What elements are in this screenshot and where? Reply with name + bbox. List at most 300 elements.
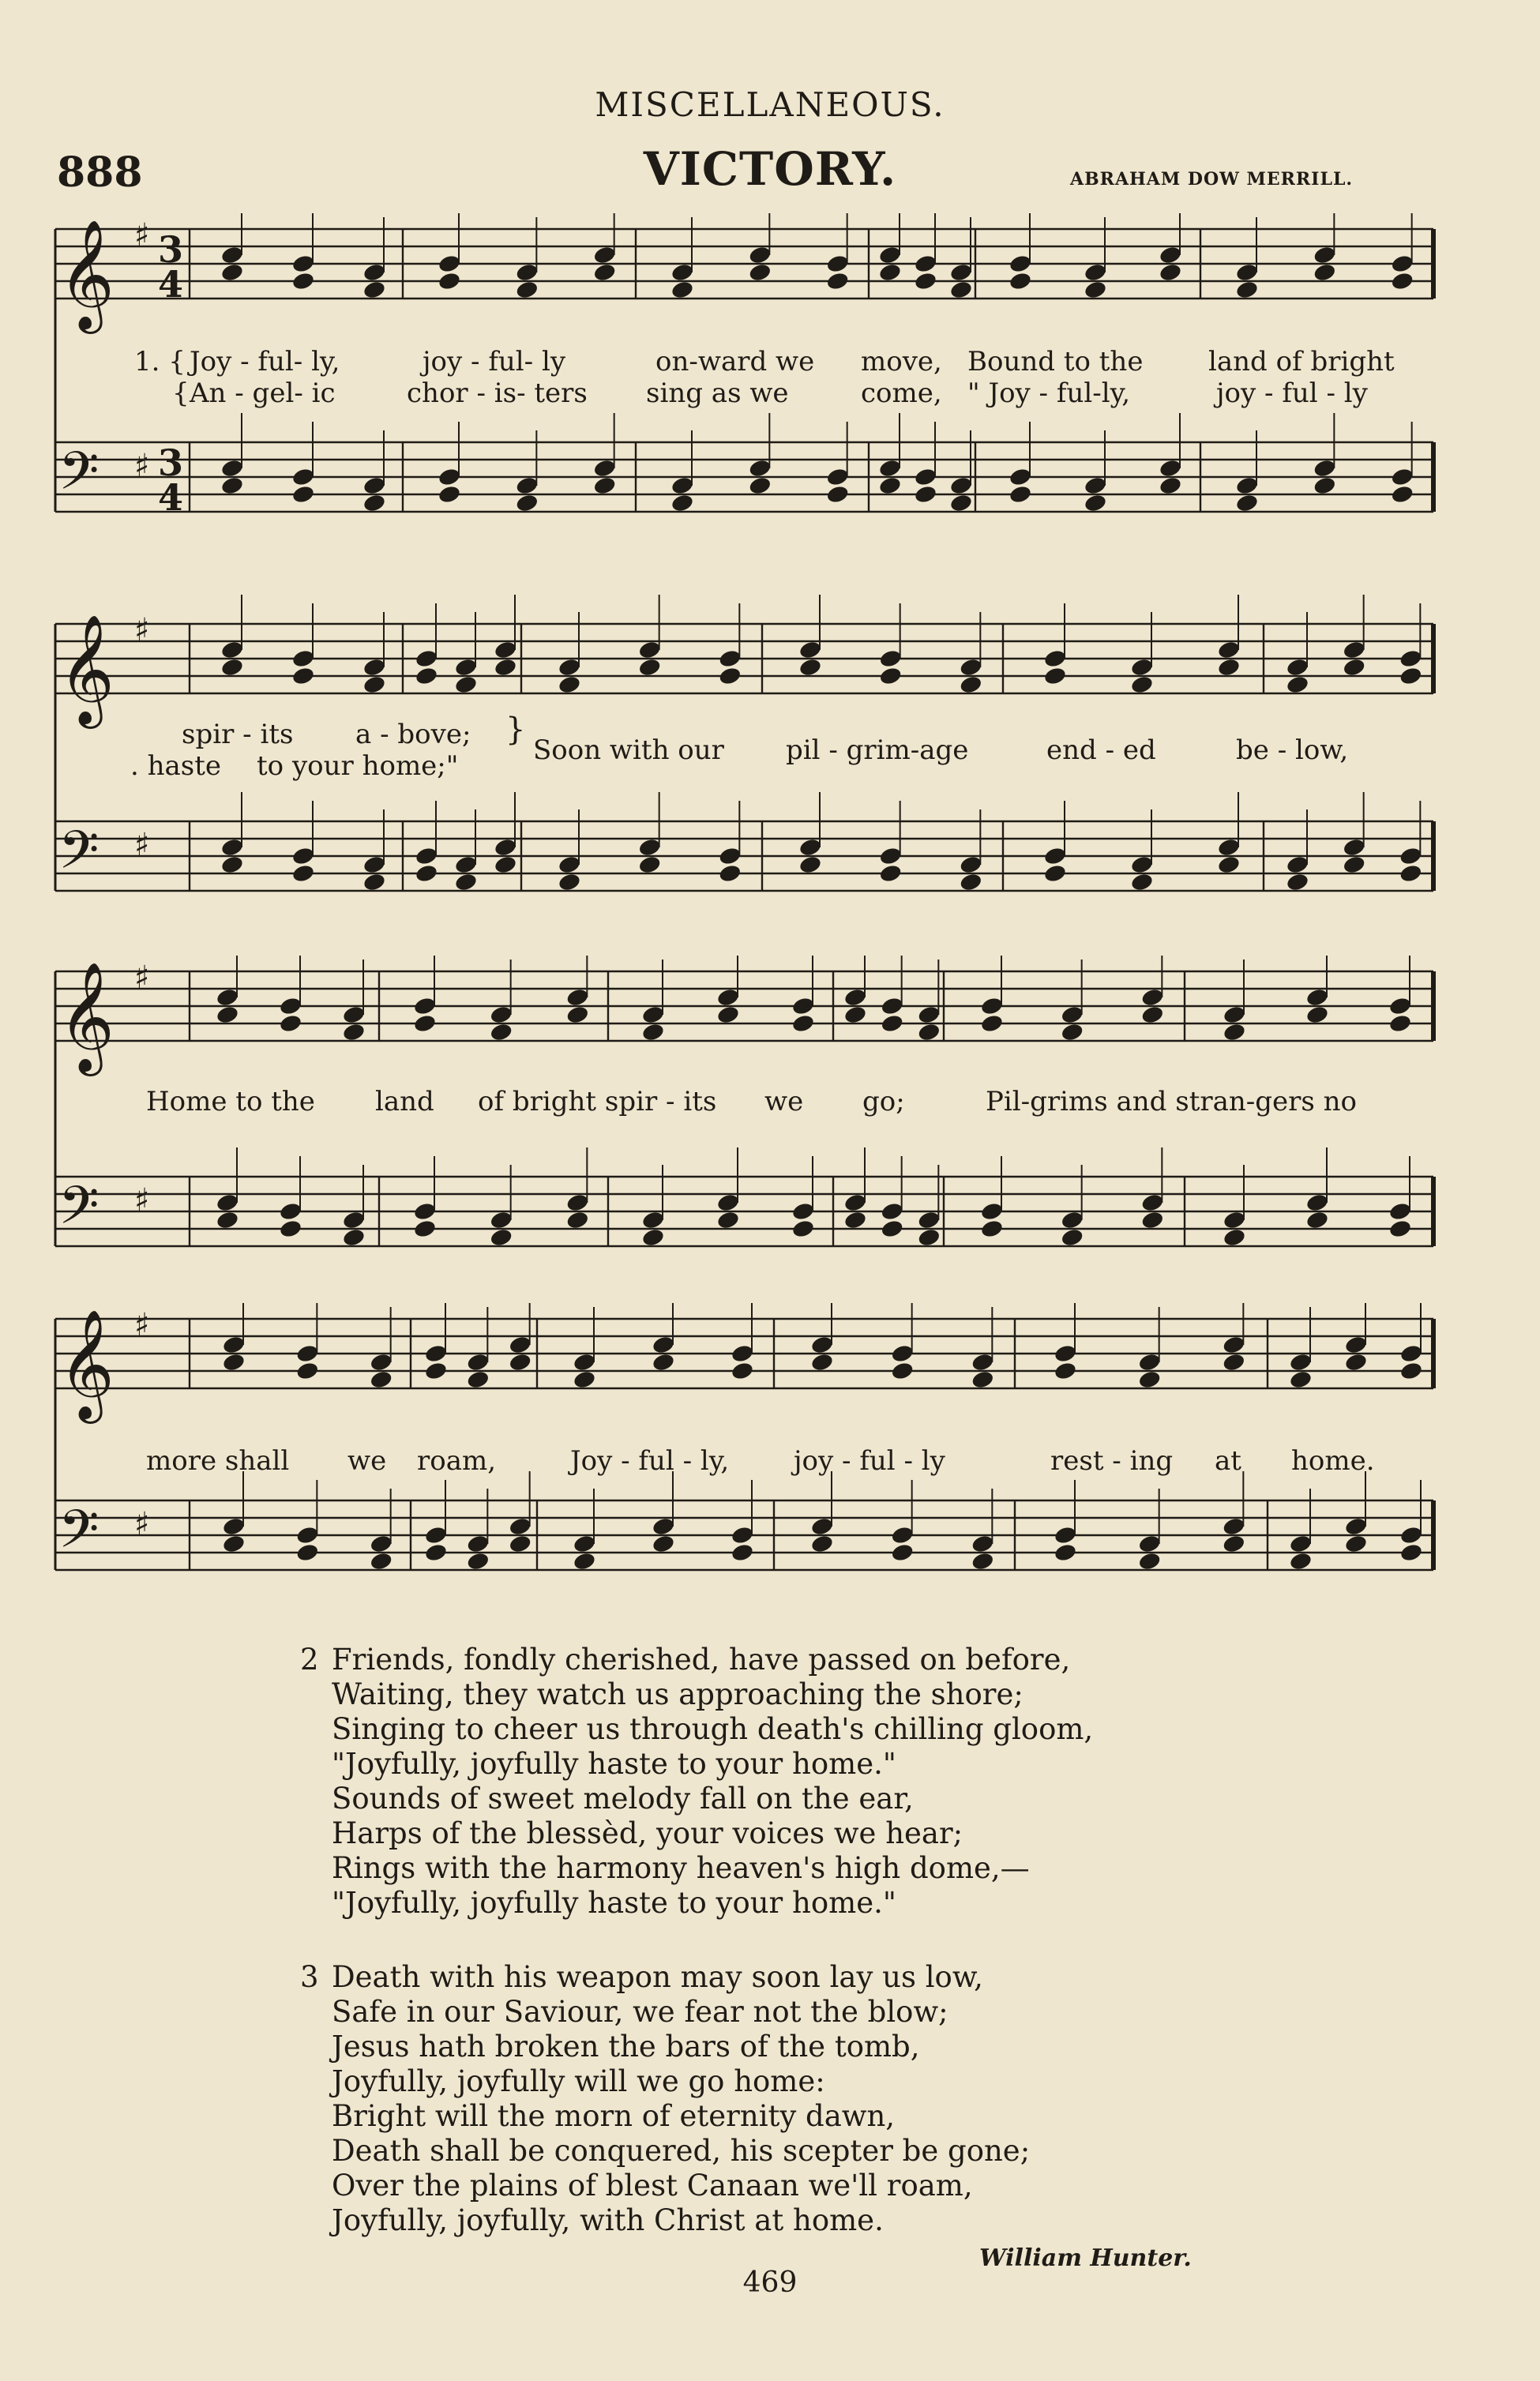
notehead: [637, 640, 662, 660]
notehead: [220, 475, 245, 496]
notehead: [1342, 837, 1366, 858]
notehead: [1235, 262, 1260, 283]
notehead: [222, 1516, 246, 1537]
notehead: [438, 484, 462, 505]
time-signature-bottom: 4: [158, 263, 184, 306]
notehead: [670, 493, 695, 513]
verse-line: Death shall be conquered, his scepter be gone;: [332, 2134, 1031, 2168]
notehead: [880, 1013, 904, 1034]
notehead: [1009, 271, 1033, 291]
notehead: [573, 1534, 597, 1554]
notehead: [959, 674, 983, 695]
notehead: [369, 1352, 393, 1373]
notehead: [1009, 253, 1033, 274]
notehead: [1399, 1525, 1424, 1545]
notehead: [880, 996, 904, 1016]
notehead: [565, 1005, 590, 1025]
notehead: [1060, 1022, 1084, 1042]
treble-clef-icon: 𝄞: [58, 220, 115, 329]
notehead: [565, 1192, 590, 1213]
lyric-s1-l2-5: " Joy - ful-ly,: [967, 377, 1131, 409]
notehead: [508, 1335, 532, 1355]
notehead: [1217, 837, 1241, 858]
lyric-s1-l1-2: joy - ful- ly: [423, 346, 566, 377]
notehead: [342, 1210, 366, 1230]
lyric-s2-l2-2: Soon with our: [533, 734, 724, 766]
notehead: [1140, 1005, 1165, 1025]
composer-credit: ABRAHAM DOW MERRILL.: [1070, 169, 1354, 190]
notehead: [1289, 1534, 1313, 1554]
notehead: [1313, 245, 1337, 265]
notehead: [489, 1210, 513, 1230]
bass-clef-icon: 𝄢: [58, 441, 100, 514]
notehead: [1342, 854, 1366, 875]
notehead: [917, 1005, 941, 1025]
notehead: [220, 262, 245, 283]
notehead: [1130, 657, 1155, 678]
notehead: [362, 674, 387, 695]
notehead: [342, 1227, 366, 1248]
notehead: [454, 872, 479, 892]
notehead: [295, 1542, 320, 1563]
notehead: [1043, 648, 1068, 669]
notehead: [362, 872, 387, 892]
notehead: [1399, 666, 1423, 686]
verse-3: [300, 1960, 1031, 2238]
notehead: [1043, 666, 1068, 686]
page-number: 469: [742, 2266, 798, 2299]
notehead: [494, 657, 518, 678]
notehead: [980, 1219, 1005, 1239]
notehead: [716, 1210, 741, 1230]
lyric-s1-l2-4: come,: [861, 377, 942, 409]
notehead: [971, 1534, 995, 1554]
notehead: [914, 271, 938, 291]
notehead: [573, 1551, 597, 1572]
notehead: [716, 1192, 741, 1213]
notehead: [718, 648, 742, 669]
notehead: [1137, 1352, 1162, 1373]
notehead: [980, 1201, 1005, 1222]
notehead: [1009, 467, 1033, 487]
notehead: [1342, 657, 1366, 678]
notehead: [1305, 1192, 1330, 1213]
notehead: [558, 657, 582, 678]
time-signature-top: 3: [158, 228, 184, 271]
notehead: [1137, 1369, 1162, 1390]
notehead: [798, 854, 823, 875]
notehead: [558, 854, 582, 875]
notehead: [748, 475, 772, 496]
lyric-s1-l1-6: land of bright: [1208, 346, 1395, 377]
notehead: [454, 854, 479, 875]
verse-number: 3: [300, 1960, 319, 1994]
notehead: [291, 648, 316, 669]
notehead: [279, 1219, 303, 1239]
notehead: [438, 253, 462, 274]
notehead: [825, 271, 850, 291]
notehead: [1286, 854, 1310, 875]
notehead: [1054, 1361, 1078, 1381]
notehead: [1009, 484, 1033, 505]
notehead: [1235, 280, 1260, 300]
notehead: [971, 1369, 995, 1390]
notehead: [1140, 987, 1165, 1008]
lyric-s2-l2-5: be - low,: [1236, 734, 1349, 766]
notehead: [279, 1013, 303, 1034]
notehead: [342, 1022, 366, 1042]
lyric-s1-l1-0: 1. {: [134, 346, 186, 377]
notehead: [890, 1525, 915, 1545]
music-system-2: [47, 592, 1437, 940]
notehead: [959, 872, 983, 892]
lyric-s1-l2-1: An - gel- ic: [190, 377, 336, 409]
notehead: [1399, 1542, 1424, 1563]
notehead: [454, 674, 479, 695]
notehead: [415, 863, 439, 884]
notehead: [222, 1335, 246, 1355]
notehead: [878, 648, 903, 669]
lyric-s1-l2-6: joy - ful - ly: [1216, 377, 1368, 409]
notehead: [641, 1210, 666, 1230]
notehead: [949, 493, 974, 513]
notehead: [424, 1343, 449, 1364]
notehead: [279, 1201, 303, 1222]
notehead: [1388, 1219, 1413, 1239]
treble-clef-icon: 𝄞: [58, 962, 115, 1072]
sharp-icon: ♯: [134, 611, 150, 648]
notehead: [1390, 253, 1414, 274]
notehead: [1305, 1210, 1330, 1230]
notehead: [890, 1361, 915, 1381]
notehead: [1084, 493, 1108, 513]
verse-line: Bright will the morn of eternity dawn,: [332, 2099, 896, 2133]
notehead: [508, 1352, 532, 1373]
sharp-icon: ♯: [134, 447, 150, 484]
notehead: [1289, 1551, 1313, 1572]
notehead: [748, 245, 772, 265]
notehead: [1390, 467, 1414, 487]
notehead: [1344, 1352, 1369, 1373]
notehead: [1313, 458, 1337, 479]
notehead: [216, 987, 240, 1008]
notehead: [466, 1534, 490, 1554]
time-signature-bottom: 4: [158, 476, 184, 519]
notehead: [592, 245, 617, 265]
notehead: [1130, 854, 1155, 875]
notehead: [295, 1525, 320, 1545]
notehead: [291, 484, 316, 505]
notehead: [1399, 1361, 1424, 1381]
notehead: [1390, 271, 1414, 291]
notehead: [917, 1227, 941, 1248]
notehead: [1159, 245, 1183, 265]
notehead: [415, 666, 439, 686]
hymn-number: 888: [57, 148, 143, 197]
notehead: [1222, 1335, 1246, 1355]
notehead: [1223, 1005, 1247, 1025]
notehead: [1222, 1352, 1246, 1373]
notehead: [917, 1210, 941, 1230]
notehead: [1388, 1013, 1413, 1034]
verse-line: Sounds of sweet melody fall on the ear,: [332, 1782, 914, 1816]
notehead: [216, 1005, 240, 1025]
notehead: [362, 262, 387, 283]
music-system-3: [47, 956, 1437, 1287]
lyric-s2-bracket: }: [505, 712, 526, 748]
notehead: [878, 863, 903, 884]
notehead: [494, 837, 518, 858]
notehead: [949, 280, 974, 300]
notehead: [362, 854, 387, 875]
notehead: [878, 846, 903, 866]
notehead: [362, 657, 387, 678]
notehead: [573, 1352, 597, 1373]
notehead: [1060, 1227, 1084, 1248]
notehead: [413, 996, 438, 1016]
verse-line: Rings with the harmony heaven's high dome,—: [332, 1851, 1030, 1885]
notehead: [220, 640, 245, 660]
notehead: [1286, 674, 1310, 695]
lyric-s4-l1-3: Joy - ful - ly,: [570, 1445, 730, 1477]
notehead: [466, 1551, 490, 1572]
verse-line: Waiting, they watch us approaching the shore;: [332, 1677, 1024, 1711]
notehead: [791, 1013, 816, 1034]
notehead: [652, 1534, 676, 1554]
notehead: [1390, 484, 1414, 505]
lyric-s4-l1-2: roam,: [417, 1445, 497, 1477]
notehead: [508, 1534, 532, 1554]
notehead: [1399, 648, 1423, 669]
notehead: [1060, 1005, 1084, 1025]
notehead: [810, 1534, 835, 1554]
notehead: [295, 1343, 320, 1364]
lyric-s4-l1-1: we: [347, 1445, 387, 1477]
notehead: [1313, 475, 1337, 496]
verse-line: Harps of the blessèd, your voices we hear;: [332, 1816, 963, 1850]
notehead: [454, 657, 479, 678]
notehead: [1286, 657, 1310, 678]
notehead: [1060, 1210, 1084, 1230]
verse-line: Safe in our Saviour, we fear not the blow;: [332, 1995, 948, 2029]
notehead: [718, 863, 742, 884]
notehead: [1222, 1534, 1246, 1554]
notehead: [1223, 1227, 1247, 1248]
notehead: [291, 467, 316, 487]
notehead: [222, 1352, 246, 1373]
notehead: [291, 271, 316, 291]
notehead: [216, 1192, 240, 1213]
lyric-s3-l1-0: Home to the: [146, 1086, 315, 1117]
notehead: [810, 1352, 835, 1373]
notehead: [1130, 674, 1155, 695]
verse-line: "Joyfully, joyfully haste to your home.": [332, 1747, 896, 1781]
hymn-title: VICTORY.: [643, 142, 897, 196]
lyric-s1-l1-4: move,: [861, 346, 942, 377]
notehead: [731, 1361, 755, 1381]
notehead: [1084, 475, 1108, 496]
notehead: [718, 846, 742, 866]
lyric-s3-l1-5: Pil-grims and stran-gers no: [986, 1086, 1358, 1117]
notehead: [914, 253, 938, 274]
notehead: [466, 1369, 490, 1390]
notehead: [652, 1516, 676, 1537]
notehead: [1342, 640, 1366, 660]
notehead: [825, 484, 850, 505]
lyric-s2-l1-1: a - bove;: [355, 719, 471, 750]
sharp-icon: ♯: [134, 1505, 150, 1542]
notehead: [731, 1542, 755, 1563]
notehead: [362, 475, 387, 496]
notehead: [369, 1534, 393, 1554]
notehead: [791, 1201, 816, 1222]
notehead: [1217, 854, 1241, 875]
treble-clef-icon: 𝄞: [58, 614, 115, 724]
notehead: [291, 253, 316, 274]
lyric-s1-l2-0: {: [172, 377, 190, 409]
notehead: [573, 1369, 597, 1390]
notehead: [637, 657, 662, 678]
lyric-s3-l1-2: of bright spir - its: [478, 1086, 717, 1117]
notehead: [949, 262, 974, 283]
notehead: [878, 262, 903, 283]
verse-line: Joyfully, joyfully will we go home:: [332, 2064, 825, 2098]
bass-clef-icon: 𝄢: [58, 1499, 100, 1572]
notehead: [466, 1352, 490, 1373]
notehead: [424, 1542, 449, 1563]
notehead: [515, 280, 539, 300]
notehead: [1137, 1551, 1162, 1572]
notehead: [216, 1210, 240, 1230]
notehead: [413, 1201, 438, 1222]
notehead: [1217, 640, 1241, 660]
notehead: [843, 1210, 868, 1230]
notehead: [971, 1551, 995, 1572]
verse-line: Singing to cheer us through death's chilling gloom,: [332, 1712, 1094, 1746]
lyric-s1-l1-3: on-ward we: [655, 346, 815, 377]
verse-line: "Joyfully, joyfully haste to your home.": [332, 1886, 896, 1920]
notehead: [494, 854, 518, 875]
notehead: [1217, 657, 1241, 678]
notehead: [279, 996, 303, 1016]
verse-line: Death with his weapon may soon lay us low,: [332, 1960, 983, 1994]
notehead: [592, 458, 617, 479]
notehead: [914, 484, 938, 505]
notehead: [1344, 1335, 1369, 1355]
notehead: [1235, 493, 1260, 513]
notehead: [949, 475, 974, 496]
notehead: [1159, 262, 1183, 283]
lyric-s3-l1-3: we: [764, 1086, 804, 1117]
notehead: [413, 1219, 438, 1239]
notehead: [637, 837, 662, 858]
notehead: [489, 1227, 513, 1248]
lyric-s4-l1-5: rest - ing: [1050, 1445, 1174, 1477]
notehead: [1388, 1201, 1413, 1222]
notehead: [1084, 280, 1108, 300]
notehead: [1054, 1525, 1078, 1545]
author-credit: William Hunter.: [979, 2244, 1192, 2272]
notehead: [652, 1352, 676, 1373]
notehead: [1313, 262, 1337, 283]
notehead: [1084, 262, 1108, 283]
lyric-s2-l2-4: end - ed: [1046, 734, 1156, 766]
notehead: [959, 657, 983, 678]
notehead: [415, 648, 439, 669]
lyric-s1-l2-3: sing as we: [646, 377, 789, 409]
sharp-icon: ♯: [134, 1181, 150, 1219]
notehead: [980, 996, 1005, 1016]
notehead: [731, 1343, 755, 1364]
notehead: [914, 467, 938, 487]
notehead: [880, 1201, 904, 1222]
notehead: [1344, 1534, 1369, 1554]
notehead: [718, 666, 742, 686]
sharp-icon: ♯: [134, 826, 150, 863]
lyric-s1-l1-1: Joy - ful- ly,: [190, 346, 340, 377]
lyric-s2-l2-0: . haste: [130, 750, 222, 782]
notehead: [670, 262, 695, 283]
notehead: [798, 657, 823, 678]
notehead: [291, 846, 316, 866]
lyric-s2-l1-0: spir - its: [182, 719, 294, 750]
notehead: [558, 872, 582, 892]
section-heading: MISCELLANEOUS.: [595, 85, 945, 124]
notehead: [494, 640, 518, 660]
notehead: [1054, 1542, 1078, 1563]
notehead: [362, 493, 387, 513]
notehead: [1140, 1192, 1165, 1213]
notehead: [716, 987, 741, 1008]
notehead: [592, 475, 617, 496]
notehead: [825, 253, 850, 274]
notehead: [880, 1219, 904, 1239]
notehead: [220, 837, 245, 858]
notehead: [369, 1551, 393, 1572]
notehead: [1399, 846, 1423, 866]
notehead: [748, 262, 772, 283]
notehead: [959, 854, 983, 875]
notehead: [1235, 475, 1260, 496]
notehead: [508, 1516, 532, 1537]
notehead: [1286, 872, 1310, 892]
notehead: [670, 475, 695, 496]
notehead: [1305, 987, 1330, 1008]
notehead: [1305, 1005, 1330, 1025]
notehead: [295, 1361, 320, 1381]
lyric-s4-l1-0: more shall: [146, 1445, 290, 1477]
bass-clef-icon: 𝄢: [58, 820, 100, 893]
lyric-s2-l2-1: to your home;": [257, 750, 459, 782]
notehead: [489, 1022, 513, 1042]
notehead: [369, 1369, 393, 1390]
notehead: [1344, 1516, 1369, 1537]
notehead: [798, 640, 823, 660]
notehead: [1289, 1352, 1313, 1373]
notehead: [438, 271, 462, 291]
notehead: [825, 467, 850, 487]
notehead: [810, 1516, 835, 1537]
notehead: [1054, 1343, 1078, 1364]
notehead: [843, 1192, 868, 1213]
notehead: [890, 1343, 915, 1364]
notehead: [220, 245, 245, 265]
verse-2: [300, 1643, 1094, 1921]
notehead: [1223, 1022, 1247, 1042]
lyric-s3-l1-1: land: [375, 1086, 434, 1117]
notehead: [1289, 1369, 1313, 1390]
lyric-s4-l1-4: joy - ful - ly: [794, 1445, 945, 1477]
